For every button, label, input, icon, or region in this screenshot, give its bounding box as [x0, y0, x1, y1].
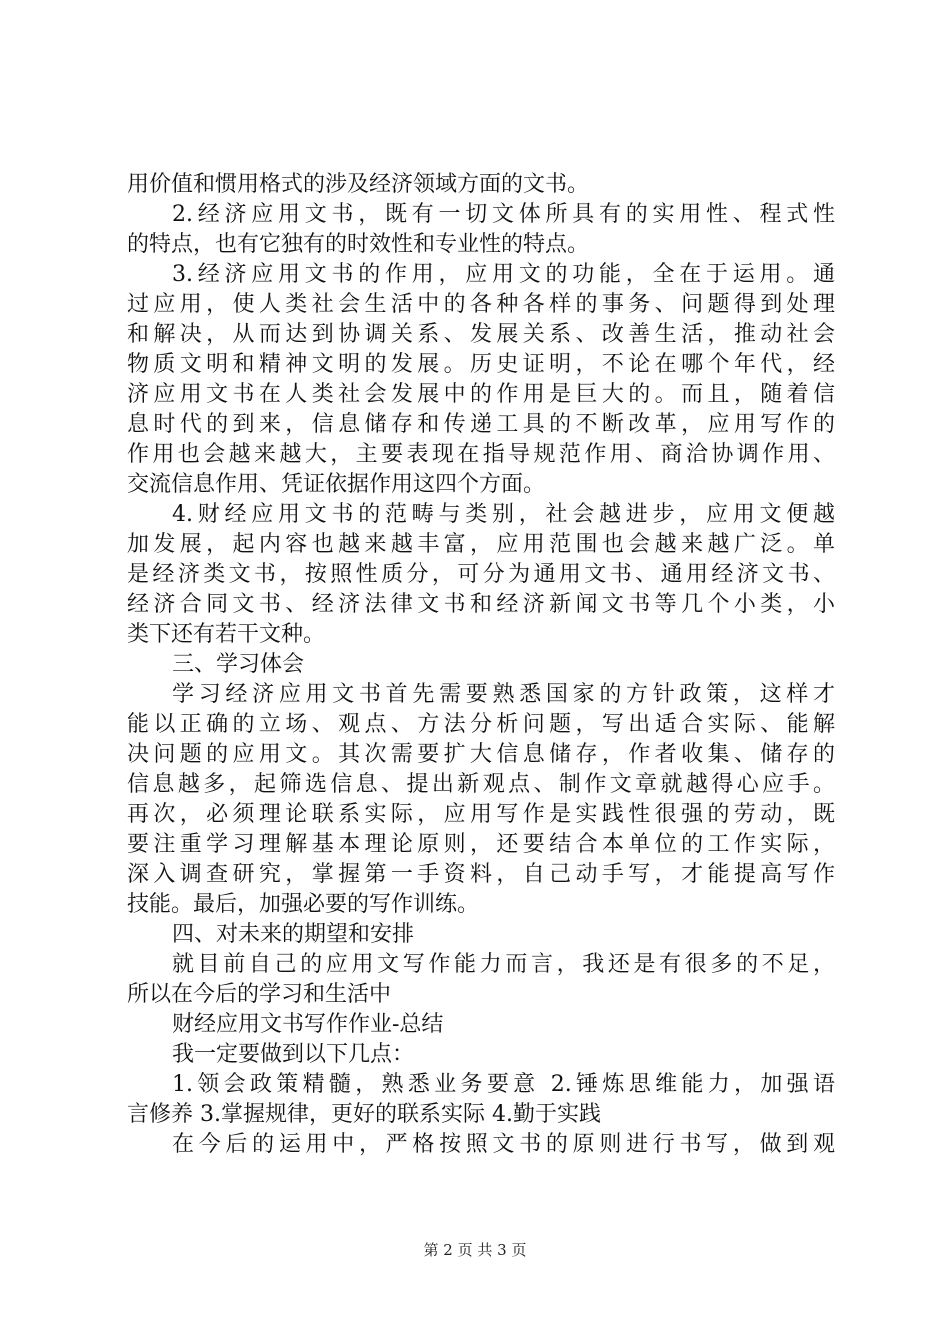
text-line: 物质文明和精神文明的发展。历史证明，不论在哪个年代，经 — [127, 352, 835, 377]
text-line: 信息越多，起筛选信息、提出新观点、制作文章就越得心应手。 — [127, 772, 835, 797]
text-line: 要注重学习理解基本理论原则，还要结合本单位的工作实际， — [127, 832, 835, 857]
text-line: 用价值和惯用格式的涉及经济领域方面的文书。 — [127, 172, 590, 197]
text-line: 类下还有若干文种。 — [127, 622, 326, 647]
text-line: 是经济类文书，按照性质分，可分为通用文书、通用经济文书、 — [127, 562, 835, 587]
text-line: 加发展，起内容也越来越丰富，应用范围也会越来越广泛。单 — [127, 532, 835, 557]
text-line: 2.经济应用文书，既有一切文体所具有的实用性、程式性 — [172, 202, 835, 227]
text-line: 过应用，使人类社会生活中的各种各样的事务、问题得到处理 — [127, 292, 835, 317]
text-line: 所以在今后的学习和生活中 — [127, 982, 392, 1007]
text-line: 3.经济应用文书的作用，应用文的功能，全在于运用。通 — [172, 262, 835, 287]
text-line: 三、学习体会 — [172, 652, 305, 677]
text-line: 决问题的应用文。其次需要扩大信息储存，作者收集、储存的 — [127, 742, 835, 767]
text-line: 的特点，也有它独有的时效性和专业性的特点。 — [127, 232, 590, 257]
text-line: 财经应用文书写作作业-总结 — [172, 1012, 444, 1037]
text-line: 作用也会越来越大，主要表现在指导规范作用、商洽协调作用、 — [127, 442, 835, 467]
text-line: 就目前自己的应用文写作能力而言，我还是有很多的不足， — [172, 952, 835, 977]
text-line: 济应用文书在人类社会发展中的作用是巨大的。而且，随着信 — [127, 382, 835, 407]
text-line: 再次，必须理论联系实际，应用写作是实践性很强的劳动，既 — [127, 802, 835, 827]
text-line: 4.财经应用文书的范畴与类别，社会越进步，应用文便越 — [172, 502, 835, 527]
text-line: 四、对未来的期望和安排 — [172, 922, 415, 947]
text-line: 能以正确的立场、观点、方法分析问题，写出适合实际、能解 — [127, 712, 835, 737]
text-line: 经济合同文书、经济法律文书和经济新闻文书等几个小类，小 — [127, 592, 835, 617]
text-line: 言修养 3.掌握规律，更好的联系实际 4.勤于实践 — [127, 1102, 601, 1127]
text-line: 交流信息作用、凭证依据作用这四个方面。 — [127, 472, 546, 497]
document-body — [127, 170, 835, 1160]
text-line: 深入调查研究，掌握第一手资料，自己动手写，才能提高写作 — [127, 862, 835, 887]
text-line: 我一定要做到以下几点： — [172, 1042, 415, 1067]
text-line: 和解决，从而达到协调关系、发展关系、改善生活，推动社会 — [127, 322, 835, 347]
text-line: 技能。最后，加强必要的写作训练。 — [127, 892, 480, 917]
text-line: 息时代的到来，信息储存和传递工具的不断改革，应用写作的 — [127, 412, 835, 437]
text-line: 学习经济应用文书首先需要熟悉国家的方针政策，这样才 — [172, 682, 835, 707]
page-footer: 第 2 页 共 3 页 — [423, 1241, 527, 1259]
text-line: 1.领会政策精髓，熟悉业务要意 2.锤炼思维能力，加强语 — [172, 1072, 835, 1097]
text-line: 在今后的运用中，严格按照文书的原则进行书写，做到观 — [172, 1132, 835, 1157]
